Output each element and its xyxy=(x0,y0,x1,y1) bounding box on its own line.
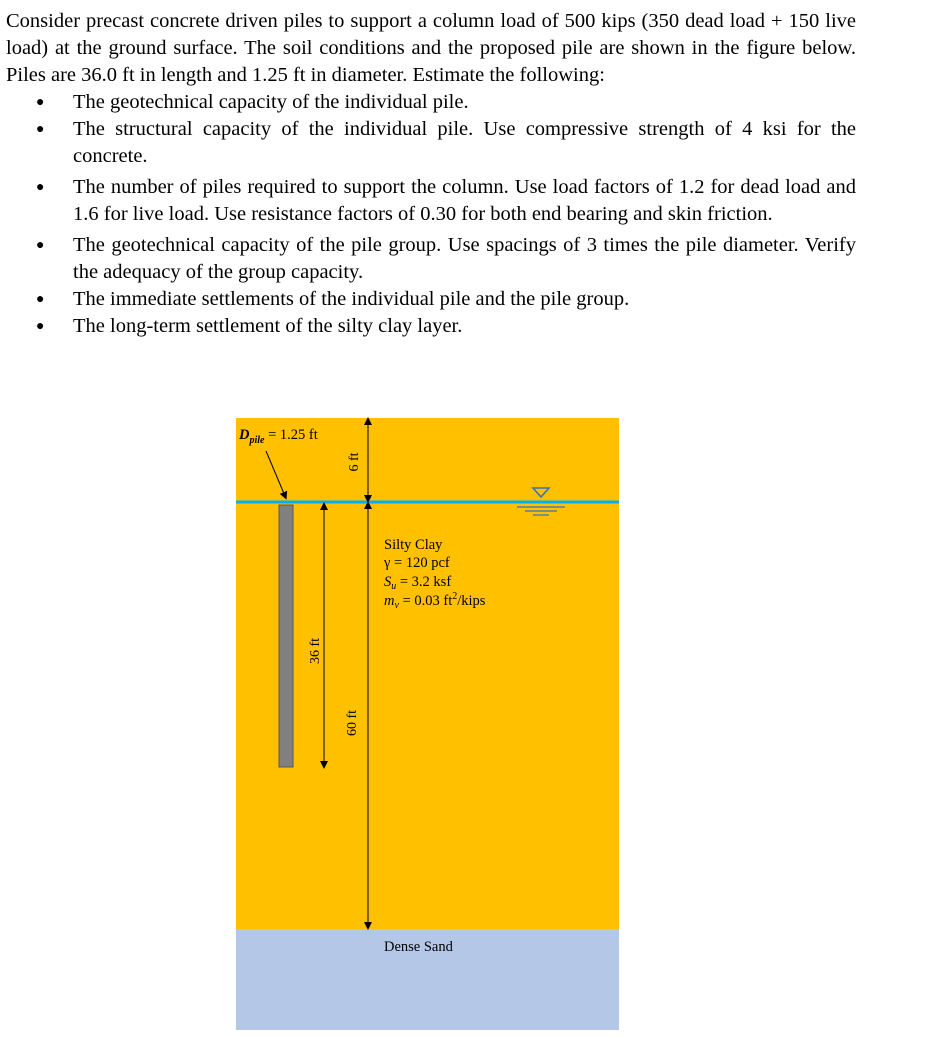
pile xyxy=(279,505,293,767)
task-item: ● The geotechnical capacity of the individual pile. xyxy=(6,89,856,116)
pile-diameter-symbol: D xyxy=(239,427,250,443)
problem-intro: Consider precast concrete driven piles to support a column load of 500 kips (350 dead load + 150 live load) at the ground surface. The soil conditions and the proposed pile are shown in the figure below. Piles are 36.0 ft in length and 1.25 ft in diameter. Estimate the following: xyxy=(6,10,856,86)
clay-layer-name: Silty Clay xyxy=(384,537,443,553)
task-item: ● The structural capacity of the individual pile. Use compressive strength of 4 ksi for the concrete. xyxy=(6,116,856,170)
task-item: ● The long-term settlement of the silty clay layer. xyxy=(6,313,856,340)
clay-unit-weight: γ = 120 pcf xyxy=(384,555,450,571)
pile-diameter-value: = 1.25 ft xyxy=(264,427,318,443)
task-item: ● The number of piles required to support the column. Use load factors of 1.2 for dead load and 1.6 for live load. Use resistance factors of 0.30 for both end bearing and skin friction. xyxy=(6,174,856,228)
clay-compressibility: $m_v = 0.03$ $ft^2$/kips xyxy=(384,591,486,611)
task-item: ● The immediate settlements of the individual pile and the pile group. xyxy=(6,286,856,313)
clay-thickness-label: 60 ft xyxy=(345,709,360,737)
water-depth-label: 6 ft xyxy=(347,452,362,472)
sand-layer-name: Dense Sand xyxy=(384,939,453,955)
pile-length-label: 36 ft xyxy=(308,637,323,665)
task-item: ● The geotechnical capacity of the pile group. Use spacings of 3 times the pile diameter. Verify the adequacy of the group capacity. xyxy=(6,232,856,286)
clay-undrained-strength: $S_u = 3.2$ ksf xyxy=(384,574,452,592)
pile-diameter-subscript: pile xyxy=(249,435,265,446)
